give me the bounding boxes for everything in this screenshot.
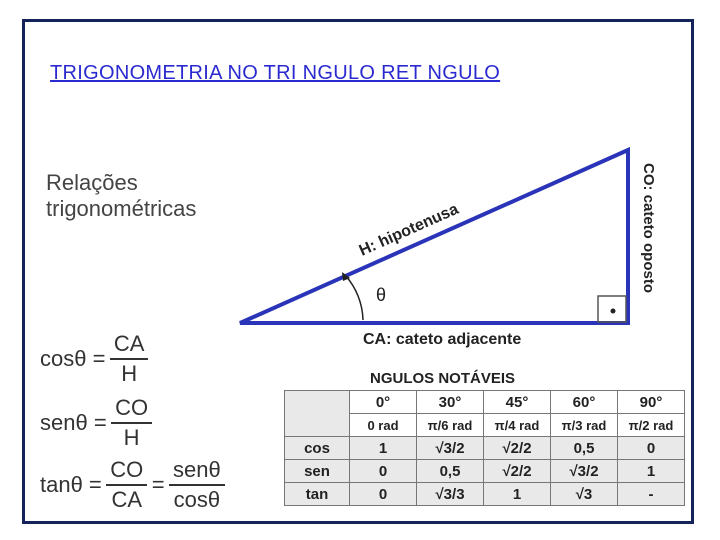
triangle-shape (240, 150, 628, 323)
sen-fraction (111, 394, 152, 452)
tan-fraction-2 (169, 456, 225, 514)
degree-header: 60° (551, 391, 618, 414)
table-cell: √3 (551, 483, 618, 506)
tan-denominator-2: cosθ (173, 487, 221, 512)
degree-header: 45° (484, 391, 551, 414)
sen-formula (40, 394, 152, 452)
sen-lhs: senθ = (40, 410, 107, 435)
cos-numerator: CA (110, 330, 149, 360)
tan-formula (40, 456, 225, 514)
opposite-label: CO: cateto oposto (640, 163, 657, 293)
angle-label: θ (376, 285, 387, 305)
cos-fraction (110, 330, 149, 388)
cos-lhs: cosθ = (40, 346, 106, 371)
table-row (285, 437, 685, 460)
tan-lhs: tanθ = (40, 472, 102, 497)
page-title: TRIGONOMETRIA NO TRI NGULO RET NGULO (50, 62, 501, 84)
table-cell: √3/2 (417, 437, 484, 460)
table-cell: 0 (350, 483, 417, 506)
table-cell: √3/3 (417, 483, 484, 506)
table-cell: 0 (350, 460, 417, 483)
table-cell: - (618, 483, 685, 506)
row-label: tan (285, 483, 350, 506)
table-corner (285, 391, 350, 437)
table-cell: 1 (484, 483, 551, 506)
radian-header: 0 rad (350, 414, 417, 437)
relations-line-1: Relações (46, 170, 138, 195)
table-cell: 0 (618, 437, 685, 460)
table-row (285, 391, 685, 414)
tan-numerator: CO (106, 456, 147, 486)
table-cell: √3/2 (551, 460, 618, 483)
table-row (285, 483, 685, 506)
table-cell: 1 (618, 460, 685, 483)
tan-equals-2: = (151, 472, 165, 497)
radian-header: π/3 rad (551, 414, 618, 437)
degree-header: 30° (417, 391, 484, 414)
cos-formula (40, 330, 148, 388)
angle-arc (345, 275, 363, 320)
notable-angles-title: NGULOS NOTÁVEIS (370, 370, 516, 387)
tan-numerator-2: senθ (169, 456, 225, 486)
radian-header: π/2 rad (618, 414, 685, 437)
radian-header: π/6 rad (417, 414, 484, 437)
sen-numerator: CO (111, 394, 152, 424)
notable-angles-table (284, 390, 685, 506)
row-label: sen (285, 460, 350, 483)
sen-denominator: H (123, 425, 140, 450)
adjacent-label: CA: cateto adjacente (363, 331, 522, 348)
tan-denominator: CA (111, 487, 143, 512)
table-row (285, 460, 685, 483)
row-label: cos (285, 437, 350, 460)
right-angle-dot (611, 309, 616, 314)
table-cell: √2/2 (484, 460, 551, 483)
radian-header: π/4 rad (484, 414, 551, 437)
degree-header: 0° (350, 391, 417, 414)
table-cell: 1 (350, 437, 417, 460)
degree-header: 90° (618, 391, 685, 414)
tan-fraction (106, 456, 147, 514)
hypotenuse-label: H: hipotenusa (356, 200, 462, 260)
relations-line-2: trigonométricas (46, 196, 197, 221)
cos-denominator: H (121, 361, 138, 386)
table-cell: 0,5 (551, 437, 618, 460)
table-cell: √2/2 (484, 437, 551, 460)
table-cell: 0,5 (417, 460, 484, 483)
